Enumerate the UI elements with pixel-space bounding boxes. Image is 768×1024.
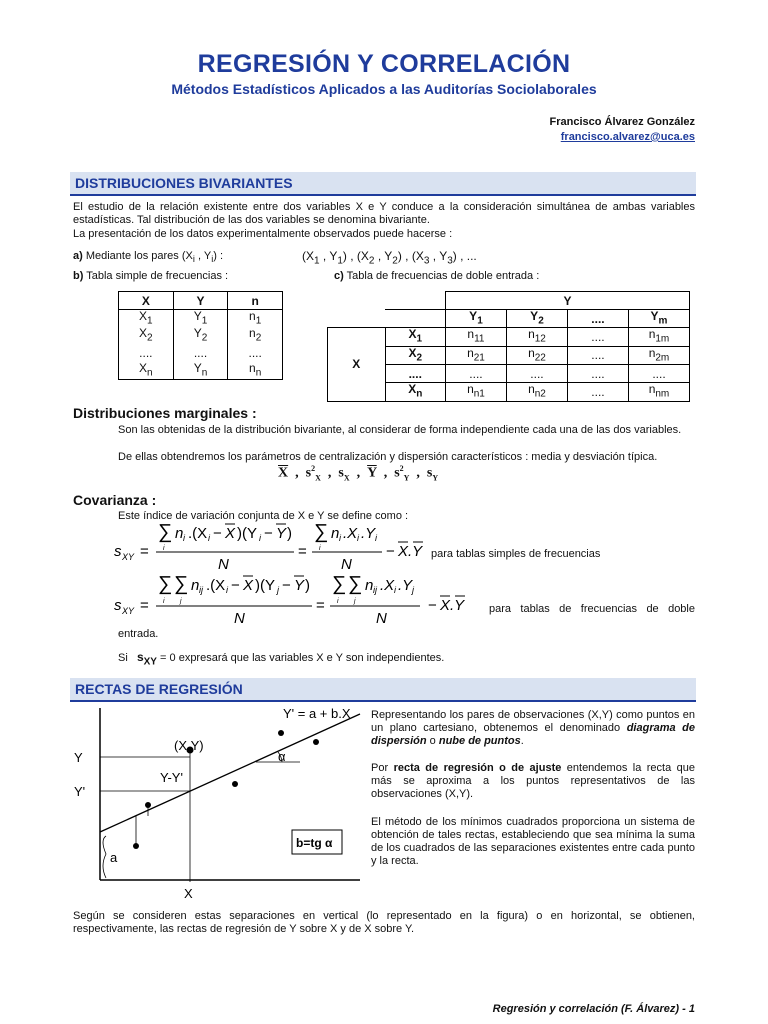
svg-text:=: =	[140, 543, 149, 560]
x-label: X	[184, 886, 193, 901]
svg-text:∑: ∑	[158, 522, 173, 543]
svg-text:N: N	[341, 556, 352, 573]
regression-paragraph-1: Representando los pares de observaciones (X,Y) como puntos en un plano cartesiano, obtenemos el denominado diagrama de dispersión o nube de puntos.	[371, 709, 695, 747]
svg-text:Y: Y	[276, 525, 287, 542]
svg-text:s: s	[114, 543, 122, 560]
svg-text:−: −	[386, 543, 395, 560]
svg-text:=: =	[140, 597, 149, 614]
a-brace	[103, 836, 106, 878]
page-footer: Regresión y correlación (F. Álvarez) - 1	[492, 1003, 695, 1015]
table-row: $X_n$ $Y_n$ $n_n$	[119, 362, 283, 380]
svg-text:i: i	[208, 533, 210, 543]
author-name: Francisco Álvarez González	[549, 116, 695, 128]
svg-text:n: n	[331, 525, 340, 542]
item-a: a) Mediante los pares ($X_i$ , $Y_i$) :	[73, 250, 224, 265]
svg-text:i: i	[259, 533, 261, 543]
svg-text:∑: ∑	[174, 574, 189, 595]
covariance-heading: Covarianza :	[73, 492, 157, 508]
marginal-paragraph-2: De ellas obtendremos los parámetros de centralización y dispersión característicos : media y desviación típica.	[118, 451, 658, 463]
y-prime-label: Y'	[74, 784, 86, 799]
double-frequency-table: Y $Y_1$ $Y_2$ .... $Y_m$ X $X_1$ $n_{11}$ $n_{12}$ .... $n_{1m}$ $X_2$ $n_{21}$ $n_{22}$ .... $n_{2m}$ .... .... .... .... .... $X_n$ $n_{n1}$ $n_{n2}$ .... $n_{nm}$	[327, 291, 690, 402]
table-row: $X_2$ $Y_2$ $n_2$	[119, 327, 283, 344]
table-row: $X_2$ $n_{21}$ $n_{22}$ .... $n_{2m}$	[328, 346, 690, 364]
svg-text:)(Y: )(Y	[255, 577, 275, 594]
svg-text:N: N	[234, 610, 245, 627]
svg-text:.(X: .(X	[206, 577, 226, 594]
svg-text:−: −	[282, 577, 291, 594]
covariance-intro: Este índice de variación conjunta de X e Y se define como :	[118, 510, 409, 522]
table-row: .... .... ....	[119, 345, 283, 362]
point-label: (X,Y)	[174, 738, 204, 753]
svg-text:N: N	[376, 610, 387, 627]
svg-text:)(Y: )(Y	[237, 525, 257, 542]
section-header-regresion	[70, 678, 696, 702]
svg-text:−: −	[264, 525, 273, 542]
formula-note-simple: para tablas simples de frecuencias	[431, 548, 601, 560]
svg-text:=: =	[298, 543, 307, 560]
svg-text:∑: ∑	[314, 522, 329, 543]
svg-text:=: =	[316, 597, 325, 614]
svg-text:n: n	[191, 577, 200, 594]
pairs-list: ($X_1$ , $Y_1$) , ($X_2$ , $Y_2$) , ($X_3$ , $Y_3$) , ...	[302, 249, 477, 267]
svg-text:j: j	[277, 585, 279, 595]
section-header-bivariantes	[70, 172, 696, 196]
a-label: a	[110, 850, 118, 865]
regression-equation-label: Y' = a + b.X	[283, 706, 351, 721]
svg-text:X: X	[440, 597, 451, 614]
svg-text:): )	[305, 577, 310, 594]
svg-text:ij: ij	[373, 585, 377, 595]
svg-text:i: i	[375, 533, 377, 543]
svg-text:X: X	[225, 525, 236, 542]
svg-text:ij: ij	[199, 585, 203, 595]
regression-figure	[70, 702, 366, 902]
svg-text:−: −	[231, 577, 240, 594]
regression-paragraph-4: Según se consideren estas separaciones en vertical (lo representado en la figura) o en horizontal, se obtienen, respectivamente, las rectas de regresión de Y sobre X y de X sobre Y.	[73, 910, 695, 935]
svg-text:X: X	[398, 543, 409, 560]
svg-text:∑: ∑	[158, 574, 173, 595]
svg-text:XY: XY	[122, 552, 135, 562]
svg-text:j: j	[412, 585, 414, 595]
svg-text:N: N	[218, 556, 229, 573]
page-number: 1	[688, 1003, 695, 1015]
formula-note-double: para tablas de frecuencias de doble	[489, 603, 695, 615]
simple-frequency-table: X Y n $X_1$ $Y_1$ $n_1$ $X_2$ $Y_2$ $n_2$ .... .... .... $X_n$ $Y_n$ $n_n$	[118, 291, 283, 380]
svg-text:.Y: .Y	[408, 543, 423, 560]
svg-text:.Y: .Y	[398, 577, 413, 594]
covariance-formula-simple	[110, 522, 440, 574]
residual-label: Y-Y'	[160, 770, 183, 785]
svg-text:XY: XY	[122, 606, 135, 616]
svg-text:∑: ∑	[348, 574, 363, 595]
table-row: X $X_1$ $n_{11}$ $n_{12}$ .... $n_{1m}$	[328, 328, 690, 346]
section-title: DISTRIBUCIONES BIVARIANTES	[75, 175, 293, 191]
svg-text:.X: .X	[343, 525, 358, 542]
svg-text:−: −	[213, 525, 222, 542]
table-row: .... .... .... .... ....	[328, 365, 690, 383]
slope-label: b=tg α	[296, 836, 333, 850]
svg-text:i: i	[226, 585, 228, 595]
svg-text:i: i	[183, 533, 185, 543]
covariance-formula-double	[110, 574, 480, 628]
svg-text:j: j	[354, 598, 356, 605]
svg-text:X: X	[243, 577, 254, 594]
svg-text:): )	[287, 525, 292, 542]
svg-text:.(X: .(X	[188, 525, 208, 542]
regression-paragraph-2: Por recta de regresión o de ajuste entendemos la recta que más se aproxima a los puntos representativos de las observaciones (X,Y).	[371, 762, 695, 800]
intro-paragraph: El estudio de la relación existente entre dos variables X e Y conduce a la consideración simultánea de ambas variables estadísticas. Tal distribución de las dos variables se denomina bivariante.	[73, 201, 695, 226]
regression-paragraph-3: El método de los mínimos cuadrados proporciona un sistema de obtención de tales rectas, estableciendo que sea mínima la suma de los cuadrados de las separaciones existentes entre cada punto y la recta.	[371, 816, 695, 867]
intro-paragraph-2: La presentación de los datos experimentalmente observados puede hacerse :	[73, 228, 453, 240]
svg-text:i: i	[319, 545, 321, 552]
svg-text:.Y: .Y	[361, 525, 376, 542]
author-email-link[interactable]: francisco.alvarez@uca.es	[560, 131, 695, 143]
item-b: b) Tabla simple de frecuencias :	[73, 270, 229, 282]
svg-text:−: −	[428, 597, 437, 614]
marginal-paragraph: Son las obtenidas de la distribución bivariante, al considerar de forma independiente cada una de las dos variables.	[118, 424, 682, 436]
regression-line	[100, 714, 360, 832]
marginal-heading: Distribuciones marginales :	[73, 405, 257, 421]
independence-note: Si $s_{XY} = 0$ expresará que las variables X e Y son independientes.	[118, 650, 445, 668]
data-point	[313, 739, 319, 745]
page-title: REGRESIÓN Y CORRELACIÓN	[197, 50, 571, 78]
svg-text:j: j	[180, 598, 182, 605]
svg-text:i: i	[163, 598, 165, 605]
data-point	[145, 802, 151, 808]
page-subtitle: Métodos Estadísticos Aplicados a las Auditorías Sociolaborales	[171, 81, 597, 97]
svg-text:i: i	[163, 545, 165, 552]
svg-text:i: i	[394, 585, 396, 595]
data-point	[133, 843, 139, 849]
svg-text:i: i	[357, 533, 359, 543]
svg-text:i: i	[337, 598, 339, 605]
formula-note-double-cont: entrada.	[118, 628, 159, 640]
svg-text:Y: Y	[294, 577, 305, 594]
data-point	[232, 781, 238, 787]
table-row: $X_1$ $Y_1$ $n_1$	[119, 310, 283, 328]
svg-text:s: s	[114, 597, 122, 614]
svg-text:n: n	[365, 577, 374, 594]
svg-text:n: n	[175, 525, 184, 542]
svg-text:.Y: .Y	[450, 597, 465, 614]
alpha-label: α	[278, 749, 286, 764]
svg-text:i: i	[339, 533, 341, 543]
section-title: RECTAS DE REGRESIÓN	[75, 681, 243, 697]
marginal-parameters-formula: $\overline{X}$ , $s^2_X$ , $s_X$ , $\overline{Y}$ , $s^2_Y$ , $s_Y$	[278, 464, 439, 483]
svg-text:∑: ∑	[332, 574, 347, 595]
y-label: Y	[74, 750, 83, 765]
item-c: c) Tabla de frecuencias de doble entrada :	[334, 270, 540, 282]
svg-text:.X: .X	[380, 577, 395, 594]
table-row: $X_n$ $n_{n1}$ $n_{n2}$ .... $n_{nm}$	[328, 383, 690, 401]
data-point	[278, 730, 284, 736]
